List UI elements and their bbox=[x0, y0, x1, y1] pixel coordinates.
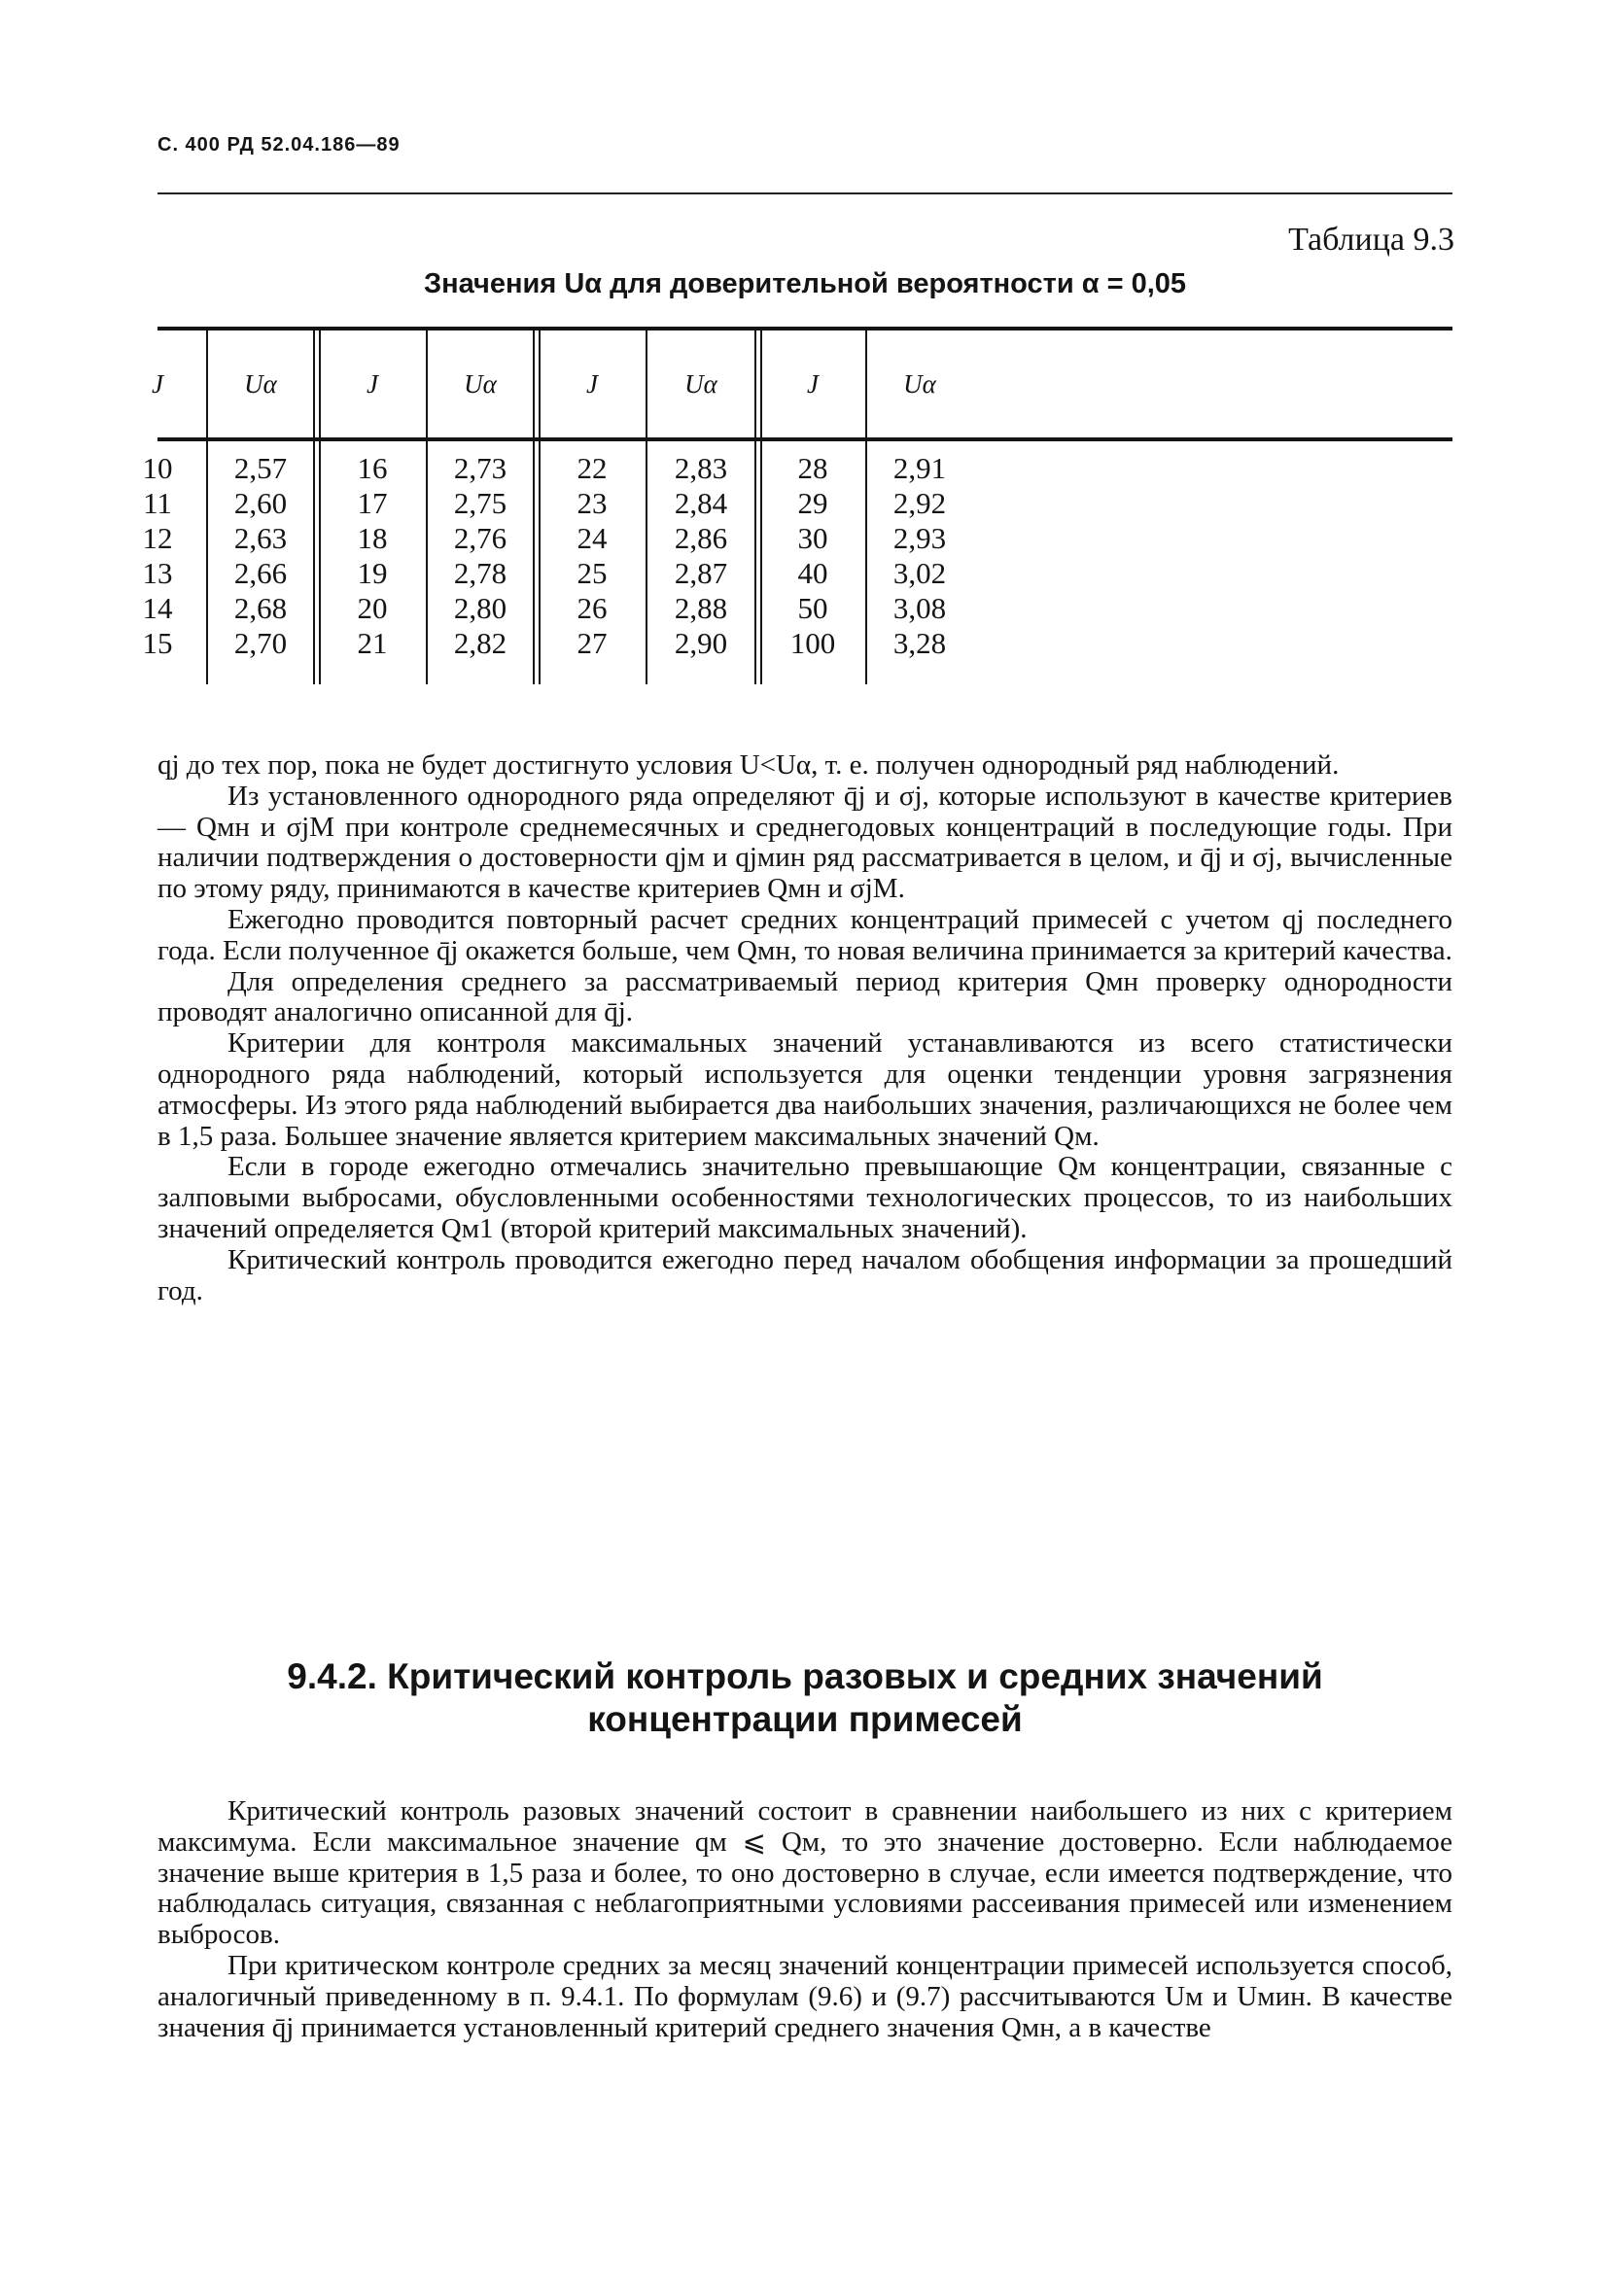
table-cell: 2,73 bbox=[453, 451, 507, 485]
table-cell: 50 bbox=[797, 591, 828, 625]
column-header: Uα bbox=[244, 368, 277, 399]
column-header: J bbox=[807, 368, 819, 399]
table-cell: 2,57 bbox=[233, 451, 288, 485]
paragraph: Для определения среднего за рассматриваемый период критерия Qмн проверку однородности проводят аналогично описанной для q̄j. bbox=[157, 965, 1452, 1028]
table-cell: 2,60 bbox=[233, 486, 288, 520]
table-cell: 20 bbox=[357, 591, 388, 625]
table-cell: 26 bbox=[577, 591, 608, 625]
table-column-u bbox=[208, 330, 313, 661]
table-column-j bbox=[109, 330, 206, 661]
table-cell: 11 bbox=[143, 486, 172, 520]
table-cell: 2,84 bbox=[674, 486, 728, 520]
table-column-u bbox=[867, 330, 972, 661]
column-header: J bbox=[152, 368, 163, 399]
section-heading: 9.4.2. Критический контроль разовых и средних значений концентрации примесей bbox=[287, 1656, 1323, 1739]
table-cell: 16 bbox=[357, 451, 388, 485]
column-header: Uα bbox=[684, 368, 717, 399]
table-cell: 19 bbox=[357, 556, 388, 590]
column-header: J bbox=[367, 368, 378, 399]
paragraph: Если в городе ежегодно отмечались значительно превышающие Qм концентрации, связанные с залповыми выбросами, обусловленными особенностями технологических процессов, то из наибольших значений определяется Qм1 (второй критерий максимальных значений). bbox=[157, 1151, 1452, 1244]
paragraph: Критерии для контроля максимальных значений устанавливаются из всего статистически однородного ряда наблюдений, который используется для оценки тенденции уровня загрязнения атмосферы. Из этого ряда наблюдений выбирается два наибольших значения, различающихся не более чем в 1,5 раза. Большее значение является критерием максимальных значений Qм. bbox=[157, 1027, 1452, 1152]
table-cell: 2,75 bbox=[453, 486, 507, 520]
table-cell: 12 bbox=[142, 521, 173, 555]
table-cell: 2,88 bbox=[674, 591, 728, 625]
table-cell: 2,90 bbox=[674, 626, 728, 660]
table-cell: 2,70 bbox=[233, 626, 288, 660]
table-cell: 2,78 bbox=[453, 556, 507, 590]
table-column-j bbox=[319, 330, 426, 661]
table-cell: 27 bbox=[577, 626, 608, 660]
table-cell: 18 bbox=[357, 521, 388, 555]
header-divider bbox=[157, 192, 1452, 194]
table-column-u bbox=[428, 330, 533, 661]
table-cell: 40 bbox=[797, 556, 828, 590]
column-header: J bbox=[586, 368, 598, 399]
table-cell: 22 bbox=[577, 451, 608, 485]
body-text-after-heading bbox=[157, 1796, 1452, 2043]
paragraph: При критическом контроле средних за месяц значений концентрации примесей используется способ, аналогичный приведенному в п. 9.4.1. По формулам (9.6) и (9.7) рассчитываются Uм и Uмин. В качестве значения q̄j принимается установленный критерий среднего значения Qмн, а в качестве bbox=[157, 1949, 1452, 2043]
paragraph: qj до тех пор, пока не будет достигнуто условия U<Uα, т. е. получен однородный ряд наблюдений. bbox=[157, 749, 1340, 781]
table-cell: 14 bbox=[142, 591, 173, 625]
table-cell: 25 bbox=[577, 556, 608, 590]
table-cell: 2,68 bbox=[233, 591, 288, 625]
paragraph: Критический контроль разовых значений состоит в сравнении наибольшего из них с критерием максимума. Если максимальное значение qм ⩽ Qм, то это значение достоверно. Если наблюдаемое значение выше критерия в 1,5 раза и более, то оно достоверно в случае, если имеется подтверждение, что наблюдалась ситуация, связанная с неблагоприятными условиями рассеивания примесей или изменением выбросов. bbox=[157, 1795, 1452, 1951]
running-header: С. 400 РД 52.04.186—89 bbox=[157, 134, 401, 156]
table-cell: 17 bbox=[357, 486, 388, 520]
table-cell: 15 bbox=[142, 626, 173, 660]
table-cell: 2,63 bbox=[233, 521, 288, 555]
column-header: Uα bbox=[903, 368, 936, 399]
table-cell: 29 bbox=[797, 486, 828, 520]
table-cell: 21 bbox=[357, 626, 388, 660]
table-column-j bbox=[760, 330, 865, 661]
table-cell: 30 bbox=[797, 521, 828, 555]
table-cell: 2,93 bbox=[892, 521, 947, 555]
table-cell: 2,91 bbox=[892, 451, 947, 485]
table-cell: 100 bbox=[789, 626, 836, 660]
table-caption: Значения Uα для доверительной вероятности α = 0,05 bbox=[423, 268, 1187, 299]
table-cell: 3,02 bbox=[892, 556, 947, 590]
table-cell: 28 bbox=[797, 451, 828, 485]
table-cell: 2,76 bbox=[453, 521, 507, 555]
table-cell: 2,86 bbox=[674, 521, 728, 555]
paragraph: Ежегодно проводится повторный расчет средних концентраций примесей с учетом qj последнего года. Если полученное q̄j окажется больше, чем Qмн, то новая величина принимается за критерий качества. bbox=[157, 903, 1452, 966]
table-cell: 2,87 bbox=[674, 556, 728, 590]
paragraph: Критический контроль проводится ежегодно перед началом обобщения информации за прошедший год. bbox=[157, 1243, 1452, 1306]
paragraph: Из установленного однородного ряда определяют q̄j и σj, которые используют в качестве критериев — Qмн и σjМ при контроле среднемесячных и среднегодовых концентраций в последующие годы. При наличии подтверждения о достоверности qjм и qjмин ряд рассматривается в целом, и q̄j и σj, вычисленные по этому ряду, принимаются в качестве критериев Qмн и σjМ. bbox=[157, 780, 1452, 905]
table-cell: 3,28 bbox=[892, 626, 947, 660]
table-cell: 3,08 bbox=[892, 591, 947, 625]
column-header: Uα bbox=[464, 368, 497, 399]
table-cell: 10 bbox=[142, 451, 173, 485]
table-cell: 2,83 bbox=[674, 451, 728, 485]
table-cell: 13 bbox=[142, 556, 173, 590]
table-cell: 23 bbox=[577, 486, 608, 520]
body-text-before-heading bbox=[157, 750, 1452, 1306]
table-cell: 24 bbox=[577, 521, 608, 555]
table-cell: 2,82 bbox=[453, 626, 507, 660]
table-column-u bbox=[647, 330, 754, 661]
table-column-j bbox=[539, 330, 646, 661]
table-cell: 2,92 bbox=[892, 486, 947, 520]
table-cell: 2,66 bbox=[233, 556, 288, 590]
table-number: Таблица 9.3 bbox=[1288, 222, 1454, 258]
table-cell: 2,80 bbox=[453, 591, 507, 625]
uα-values-table bbox=[142, 327, 1452, 692]
